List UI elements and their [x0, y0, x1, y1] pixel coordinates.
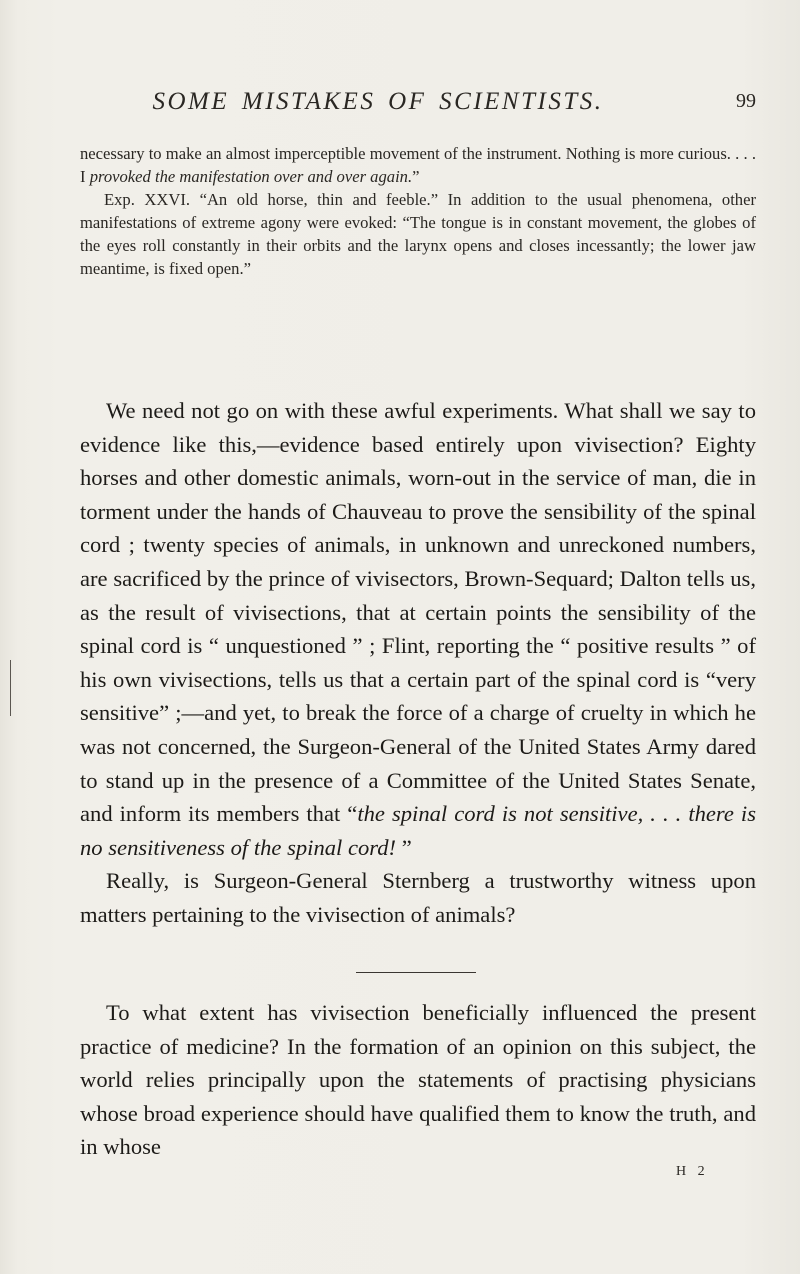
quoted-extract: [80, 142, 756, 280]
running-title: SOME MISTAKES OF SCIENTISTS.: [152, 88, 604, 115]
body-paragraph-3: To what extent has vivisection beneficially influenced the present practice of medicine? In the formation of an opinion on this subject, the world relies principally upon the statements of practising physicians whose broad experience should have qualified them to know the truth, and in whose: [80, 1000, 756, 1160]
main-text-continued: [80, 996, 756, 1164]
extract-italic-text: provoked the manifestation over and over again.: [89, 167, 413, 186]
body-text: We need not go on with these awful experiments. What shall we say to evidence like this,—evidence based entirely upon vivisection? Eighty horses and other domestic animals, worn-out in the service of man, die in torment under the hands of Chauveau to prove the sensibility of the spinal cord ; twenty species of animals, in unknown and unreckoned numbers, are sacrificed by the prince of vivisectors, Brown-Sequard; Dalton tells us, as the result of vivisections, that at certain points the sensibility of the spinal cord is “ unquestioned ” ; Flint, reporting the “ positive results ” of his own vivisections, tells us that a certain part of the spinal cord is “very sensitive” ;—and yet, to break the force of a charge of cruelty in which he was not concerned, the Surgeon-General of the United States Army dared to stand up in the presence of a Committee of the United States Senate, and inform its members that “: [80, 398, 756, 827]
body-italic-quote: the spinal cord is not sensitive, . . . there is no sensitiveness of the spinal cord!: [80, 801, 756, 860]
margin-mark: [10, 660, 11, 716]
section-divider: [356, 972, 476, 973]
extract-paragraph-1: [80, 142, 756, 188]
body-close-quote: ”: [396, 834, 412, 860]
page-header: [80, 88, 756, 122]
extract-close-quote: ”: [412, 167, 420, 186]
extract-paragraph-2: Exp. XXVI. “An old horse, thin and feeble.” In addition to the usual phenomena, other manifestations of extreme agony were evoked: “The tongue is in constant movement, the globes of the eyes roll constantly in their orbits and the larynx opens and closes incessantly; the lower jaw meantime, is fixed open.”: [80, 190, 756, 278]
extract-text: necessary to make an almost imperceptible movement of the instrument. Nothing is more curious. . . . I: [80, 144, 756, 186]
body-paragraph-1: [80, 394, 756, 864]
page-number: 99: [736, 90, 756, 112]
body-paragraph-2: Really, is Surgeon-General Sternberg a trustworthy witness upon matters pertaining to the vivisection of animals?: [80, 868, 756, 927]
main-text: [80, 394, 756, 932]
signature-mark: H 2: [676, 1164, 709, 1179]
